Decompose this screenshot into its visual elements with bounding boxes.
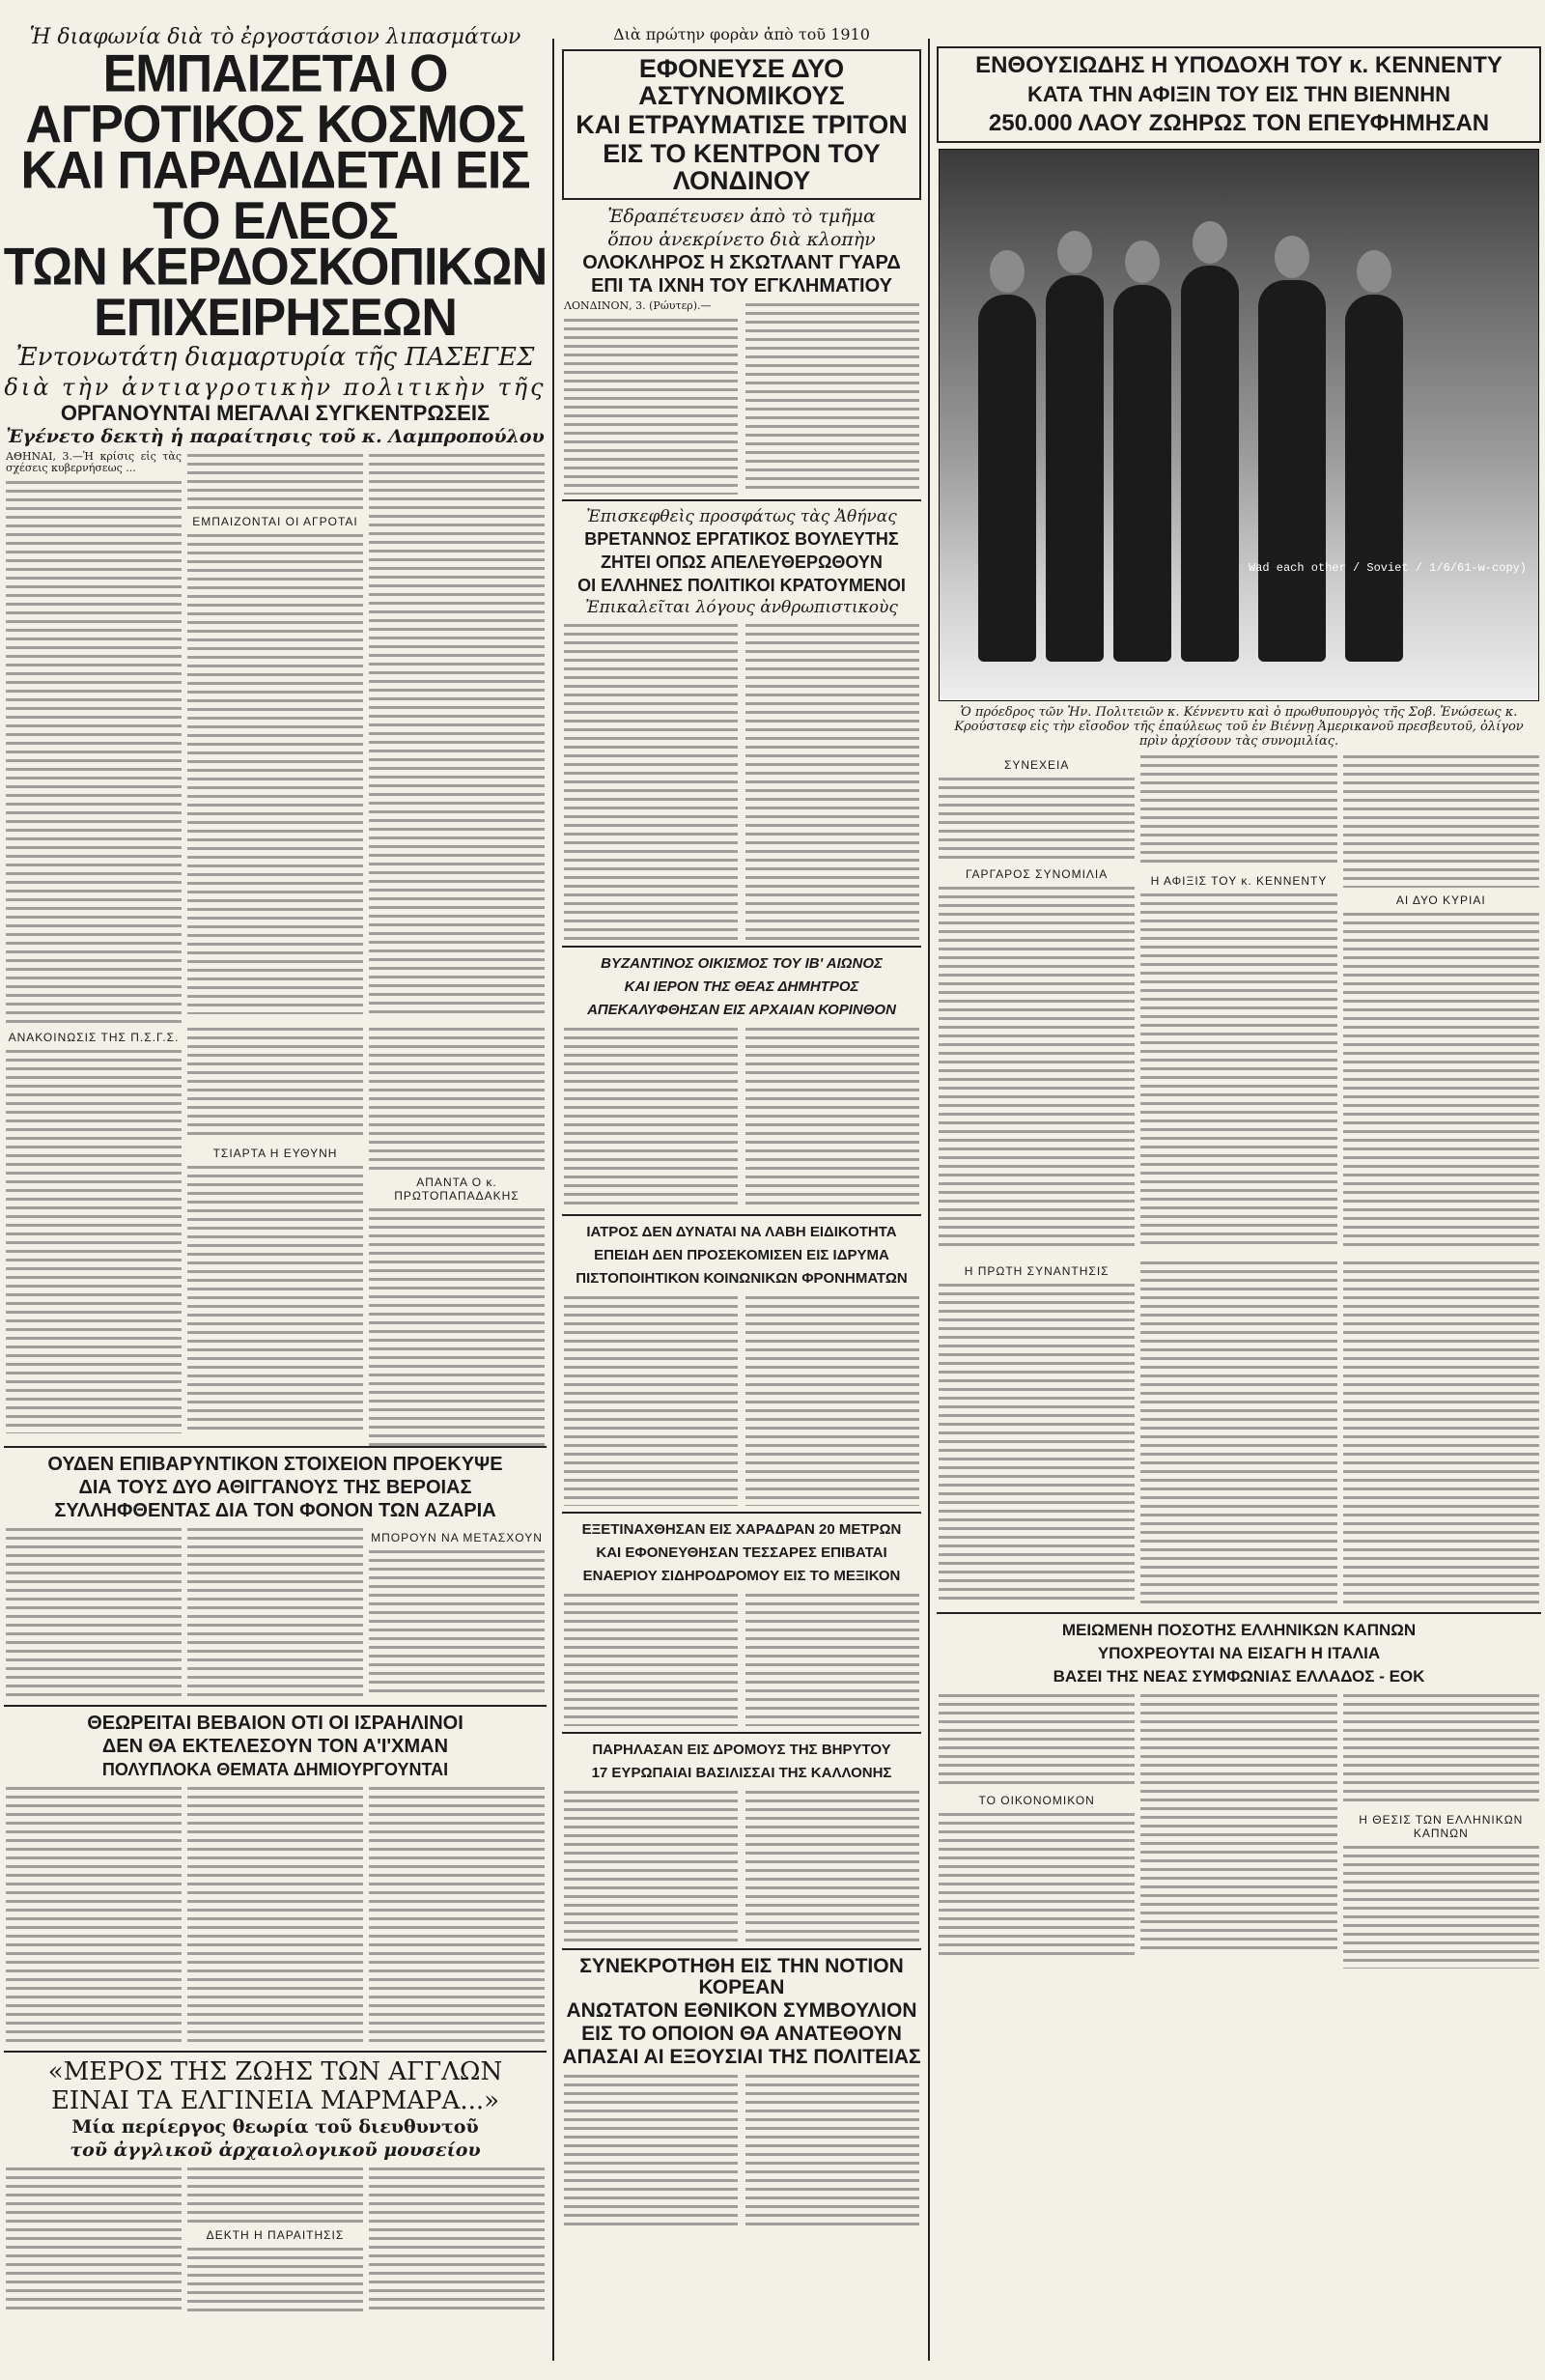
story-subheadline: τοῦ ἀγγλικοῦ ἀρχαιολογικοῦ μουσείου <box>70 2139 481 2161</box>
subheadline: Ἐντονωτάτη διαμαρτυρία τῆς ΠΑΣΕΓΕΣ <box>15 343 535 372</box>
news-photo <box>939 149 1539 701</box>
story-headline: ΑΝΩΤΑΤΟΝ ΕΘΝΙΚΟΝ ΣΥΜΒΟΥΛΙΟΝ <box>566 1999 917 2022</box>
story-headline: ΠΙΣΤΟΠΟΙΗΤΙΚΟΝ ΚΟΙΝΩΝΙΚΩΝ ΦΡΟΝΗΜΑΤΩΝ <box>576 1270 908 1287</box>
column-rule <box>552 39 554 2361</box>
story-headline: ΕΙΣ ΤΟ ΟΠΟΙΟΝ ΘΑ ΑΝΑΤΕΘΟΥΝ <box>581 2023 902 2045</box>
headline-box <box>562 49 921 200</box>
story-headline: ΣΥΛΛΗΦΘΕΝΤΑΣ ΔΙΑ ΤΟΝ ΦΟΝΟΝ ΤΩΝ ΑΖΑΡΙΑ <box>54 1500 496 1521</box>
story-headline: ΠΑΡΗΛΑΣΑΝ ΕΙΣ ΔΡΟΜΟΥΣ ΤΗΣ ΒΗΡΥΤΟΥ <box>592 1742 891 1758</box>
dateline: ΛΟΝΔΙΝΟΝ, 3. (Ρώυτερ).— <box>564 299 712 312</box>
story-headline: ΕΝΑΕΡΙΟΥ ΣΙΔΗΡΟΔΡΟΜΟΥ ΕΙΣ ΤΟ ΜΕΞΙΚΟΝ <box>582 1568 901 1584</box>
story-subheadline: Μία περίεργος θεωρία τοῦ διευθυντοῦ <box>71 2116 479 2138</box>
section-heading: Η ΘΕΣΙΣ ΤΩΝ ΕΛΛΗΝΙΚΩΝ ΚΑΠΝΩΝ <box>1359 1813 1524 1840</box>
story-headline: ΕΠΙ ΤΑ ΙΧΝΗ ΤΟΥ ΕΓΚΛΗΜΑΤΙΟΥ <box>591 275 892 297</box>
story-headline: ΒΡΕΤΑΝΝΟΣ ΕΡΓΑΤΙΚΟΣ ΒΟΥΛΕΥΤΗΣ <box>584 529 899 549</box>
subheadline: διὰ τὴν ἀντιαγροτικὴν πολιτικὴν τῆς <box>4 374 547 401</box>
story-headline: ΕΞΕΤΙΝΑΧΘΗΣΑΝ ΕΙΣ ΧΑΡΑΔΡΑΝ 20 ΜΕΤΡΩΝ <box>581 1521 902 1538</box>
article-body <box>6 1025 545 1440</box>
subheadline: ΟΡΓΑΝΟΥΝΤΑΙ ΜΕΓΑΛΑΙ ΣΥΓΚΕΝΤΡΩΣΕΙΣ <box>60 401 491 425</box>
column-rule <box>928 39 930 2361</box>
section-heading: ΣΥΝΕΧΕΙΑ <box>1003 758 1070 772</box>
kicker: Διὰ πρώτην φορὰν ἀπὸ τοῦ 1910 <box>613 25 870 43</box>
story-headline: ΒΑΣΕΙ ΤΗΣ ΝΕΑΣ ΣΥΜΦΩΝΙΑΣ ΕΛΛΑΔΟΣ - ΕΟΚ <box>1053 1667 1425 1686</box>
story-headline: ΟΥΔΕΝ ΕΠΙΒΑΡΥΝΤΙΚΟΝ ΣΤΟΙΧΕΙΟΝ ΠΡΟΕΚΥΨΕ <box>47 1454 503 1475</box>
photo-caption: Ὁ πρόεδρος τῶν Ἡν. Πολιτειῶν κ. Κέννεντυ καὶ ὁ πρωθυπουργὸς τῆς Σοβ. Ἑνώσεως κ. Κρούστσεφ εἰς τὴν εἴσοδον τῆς ἐπαύλεως τοῦ ἐν Βιέννῃ Ἀμερικανοῦ πρεσβευτοῦ, ὀλίγον πρὶν ἀρχίσουν τὰς συνομιλίας. <box>954 705 1524 749</box>
story-headline: ΣΥΝΕΚΡΟΤΗΘΗ ΕΙΣ ΤΗΝ ΝΟΤΙΟΝ ΚΟΡΕΑΝ <box>579 1955 904 1998</box>
story-headline: ΔΙΑ ΤΟΥΣ ΔΥΟ ΑΘΙΓΓΑΝΟΥΣ ΤΗΣ ΒΕΡΟΙΑΣ <box>78 1477 472 1498</box>
story-headline: ΥΠΟΧΡΕΟΥΤΑΙ ΝΑ ΕΙΣΑΓΗ Η ΙΤΑΛΙΑ <box>1097 1644 1381 1662</box>
story-headline: ΕΝΘΟΥΣΙΩΔΗΣ Η ΥΠΟΔΟΧΗ ΤΟΥ κ. ΚΕΝΝΕΝΤΥ <box>975 52 1503 78</box>
story-headline: «ΜΕΡΟΣ ΤΗΣ ΖΩΗΣ ΤΩΝ ΑΓΓΛΩΝ <box>47 2057 503 2086</box>
story-headline: ΚΑΤΑ ΤΗΝ ΑΦΙΞΙΝ ΤΟΥ ΕΙΣ ΤΗΝ ΒΙΕΝΝΗΝ <box>1027 82 1450 106</box>
section-heading: ΜΠΟΡΟΥΝ ΝΑ ΜΕΤΑΣΧΟΥΝ <box>371 1531 543 1544</box>
story-headline: ΒΥΖΑΝΤΙΝΟΣ ΟΙΚΙΣΜΟΣ ΤΟΥ ΙΒ' ΑΙΩΝΟΣ <box>601 955 883 972</box>
section-heading: ΑΠΑΝΤΑ Ο κ. ΠΡΩΤΟΠΑΠΑΔΑΚΗΣ <box>394 1176 520 1203</box>
story-headline: ΕΙΝΑΙ ΤΑ ΕΛΓΙΝΕΙΑ ΜΑΡΜΑΡΑ...» <box>50 2086 500 2115</box>
article-body <box>6 451 545 1021</box>
story-subheadline: ὅπου ἀνεκρίνετο διὰ κλοπὴν <box>607 229 876 250</box>
column-left <box>0 19 550 2361</box>
column-right <box>933 19 1545 2361</box>
main-headline-1: ΕΜΠΑΙΖΕΤΑΙ Ο ΑΓΡΟΤΙΚΟΣ ΚΟΣΜΟΣ <box>25 44 525 155</box>
story-headline: ΑΠΕΚΑΛΥΦΘΗΣΑΝ ΕΙΣ ΑΡΧΑΙΑΝ ΚΟΡΙΝΘΟΝ <box>587 1002 896 1018</box>
story-headline: ΑΠΑΣΑΙ ΑΙ ΕΞΟΥΣΙΑΙ ΤΗΣ ΠΟΛΙΤΕΙΑΣ <box>562 2046 921 2068</box>
section-heading: ΑΙ ΔΥΟ ΚΥΡΙΑΙ <box>1395 893 1486 907</box>
kicker: Ἐπισκεφθεὶς προσφάτως τὰς Ἀθήνας <box>586 507 897 526</box>
story-headline: 250.000 ΛΑΟΥ ΖΩΗΡΩΣ ΤΟΝ ΕΠΕΥΦΗΜΗΣΑΝ <box>988 110 1490 136</box>
story-subheadline: Ἐδραπέτευσεν ἀπὸ τὸ τμῆμα <box>607 206 876 227</box>
section-heading: ΔΕΚΤΗ Η ΠΑΡΑΙΤΗΣΙΣ <box>206 2228 345 2242</box>
section-heading: ΓΑΡΓΑΡΟΣ ΣΥΝΟΜΙΛΙΑ <box>966 867 1109 881</box>
subheadline: Ἐγένετο δεκτὴ ἡ παραίτησις τοῦ κ. Λαμπροπούλου <box>6 426 545 447</box>
photo-watermark: Wad each other / Soviet / 1/6/61-w-copy) <box>1248 561 1527 575</box>
dateline: ΑΘΗΝΑΙ, 3.—Ἡ κρίσις εἰς τὰς σχέσεις κυβερνήσεως ... <box>6 450 182 474</box>
story-headline: ΖΗΤΕΙ ΟΠΩΣ ΑΠΕΛΕΥΘΕΡΩΘΟΥΝ <box>601 552 883 572</box>
section-heading: ΤΟ ΟΙΚΟΝΟΜΙΚΟΝ <box>978 1794 1095 1807</box>
story-headline: ΚΑΙ ΕΦΟΝΕΥΘΗΣΑΝ ΤΕΣΣΑΡΕΣ ΕΠΙΒΑΤΑΙ <box>596 1544 887 1561</box>
story-headline: ΕΠΕΙΔΗ ΔΕΝ ΠΡΟΣΕΚΟΜΙΣΕΝ ΕΙΣ ΙΔΡΥΜΑ <box>594 1247 889 1263</box>
story-headline: ΘΕΩΡΕΙΤΑΙ ΒΕΒΑΙΟΝ ΟΤΙ ΟΙ ΙΣΡΑΗΛΙΝΟΙ <box>87 1713 464 1734</box>
column-center <box>558 19 925 2361</box>
story-subheadline: Ἐπικαλεῖται λόγους ἀνθρωπιστικοὺς <box>585 598 898 617</box>
section-heading: ΤΣΙΑΡΤΑ Η ΕΥΘΥΝΗ <box>212 1147 338 1160</box>
story-headline: ΕΙΣ ΤΟ ΚΕΝΤΡΟΝ ΤΟΥ ΛΟΝΔΙΝΟΥ <box>603 139 881 195</box>
main-headline-2: ΚΑΙ ΠΑΡΑΔΙΔΕΤΑΙ ΕΙΣ ΤΟ ΕΛΕΟΣ <box>20 141 530 251</box>
section-heading: Η ΑΦΙΞΙΣ ΤΟΥ κ. ΚΕΝΝΕΝΤΥ <box>1150 874 1328 888</box>
story-subheadline: ΠΟΛΥΠΛΟΚΑ ΘΕΜΑΤΑ ΔΗΜΙΟΥΡΓΟΥΝΤΑΙ <box>101 1760 449 1779</box>
story-headline: ΚΑΙ ΕΤΡΑΥΜΑΤΙΣΕ ΤΡΙΤΟΝ <box>576 110 908 139</box>
headline-box <box>937 46 1541 143</box>
section-heading: ΕΜΠΑΙΖΟΝΤΑΙ ΟΙ ΑΓΡΟΤΑΙ <box>192 515 358 528</box>
story-headline: ΕΦΟΝΕΥΣΕ ΔΥΟ ΑΣΤΥΝΟΜΙΚΟΥΣ <box>638 54 845 110</box>
story-headline: ΜΕΙΩΜΕΝΗ ΠΟΣΟΤΗΣ ΕΛΛΗΝΙΚΩΝ ΚΑΠΝΩΝ <box>1061 1621 1417 1639</box>
story-headline: ΟΛΟΚΛΗΡΟΣ Η ΣΚΩΤΛΑΝΤ ΓΥΑΡΔ <box>582 252 901 273</box>
section-heading: ΑΝΑΚΟΙΝΩΣΙΣ ΤΗΣ Π.Σ.Γ.Σ. <box>8 1031 180 1044</box>
main-headline-3: ΤΩΝ ΚΕΡΔΟΣΚΟΠΙΚΩΝ ΕΠΙΧΕΙΡΗΣΕΩΝ <box>3 238 548 348</box>
story-headline: ΚΑΙ ΙΕΡΟΝ ΤΗΣ ΘΕΑΣ ΔΗΜΗΤΡΟΣ <box>624 978 859 995</box>
section-heading: Η ΠΡΩΤΗ ΣΥΝΑΝΤΗΣΙΣ <box>964 1264 1110 1278</box>
story-headline: ΟΙ ΕΛΛΗΝΕΣ ΠΟΛΙΤΙΚΟΙ ΚΡΑΤΟΥΜΕΝΟΙ <box>577 576 906 595</box>
kicker: Ἡ διαφωνία διὰ τὸ ἐργοστάσιον λιπασμάτων <box>29 25 521 49</box>
story-headline: 17 ΕΥΡΩΠΑΙΑΙ ΒΑΣΙΛΙΣΣΑΙ ΤΗΣ ΚΑΛΛΟΝΗΣ <box>591 1765 892 1781</box>
story-headline: ΔΕΝ ΘΑ ΕΚΤΕΛΕΣΟΥΝ ΤΟΝ Α'Ι'ΧΜΑΝ <box>101 1736 449 1757</box>
story-headline: ΙΑΤΡΟΣ ΔΕΝ ΔΥΝΑΤΑΙ ΝΑ ΛΑΒΗ ΕΙΔΙΚΟΤΗΤΑ <box>586 1224 897 1240</box>
